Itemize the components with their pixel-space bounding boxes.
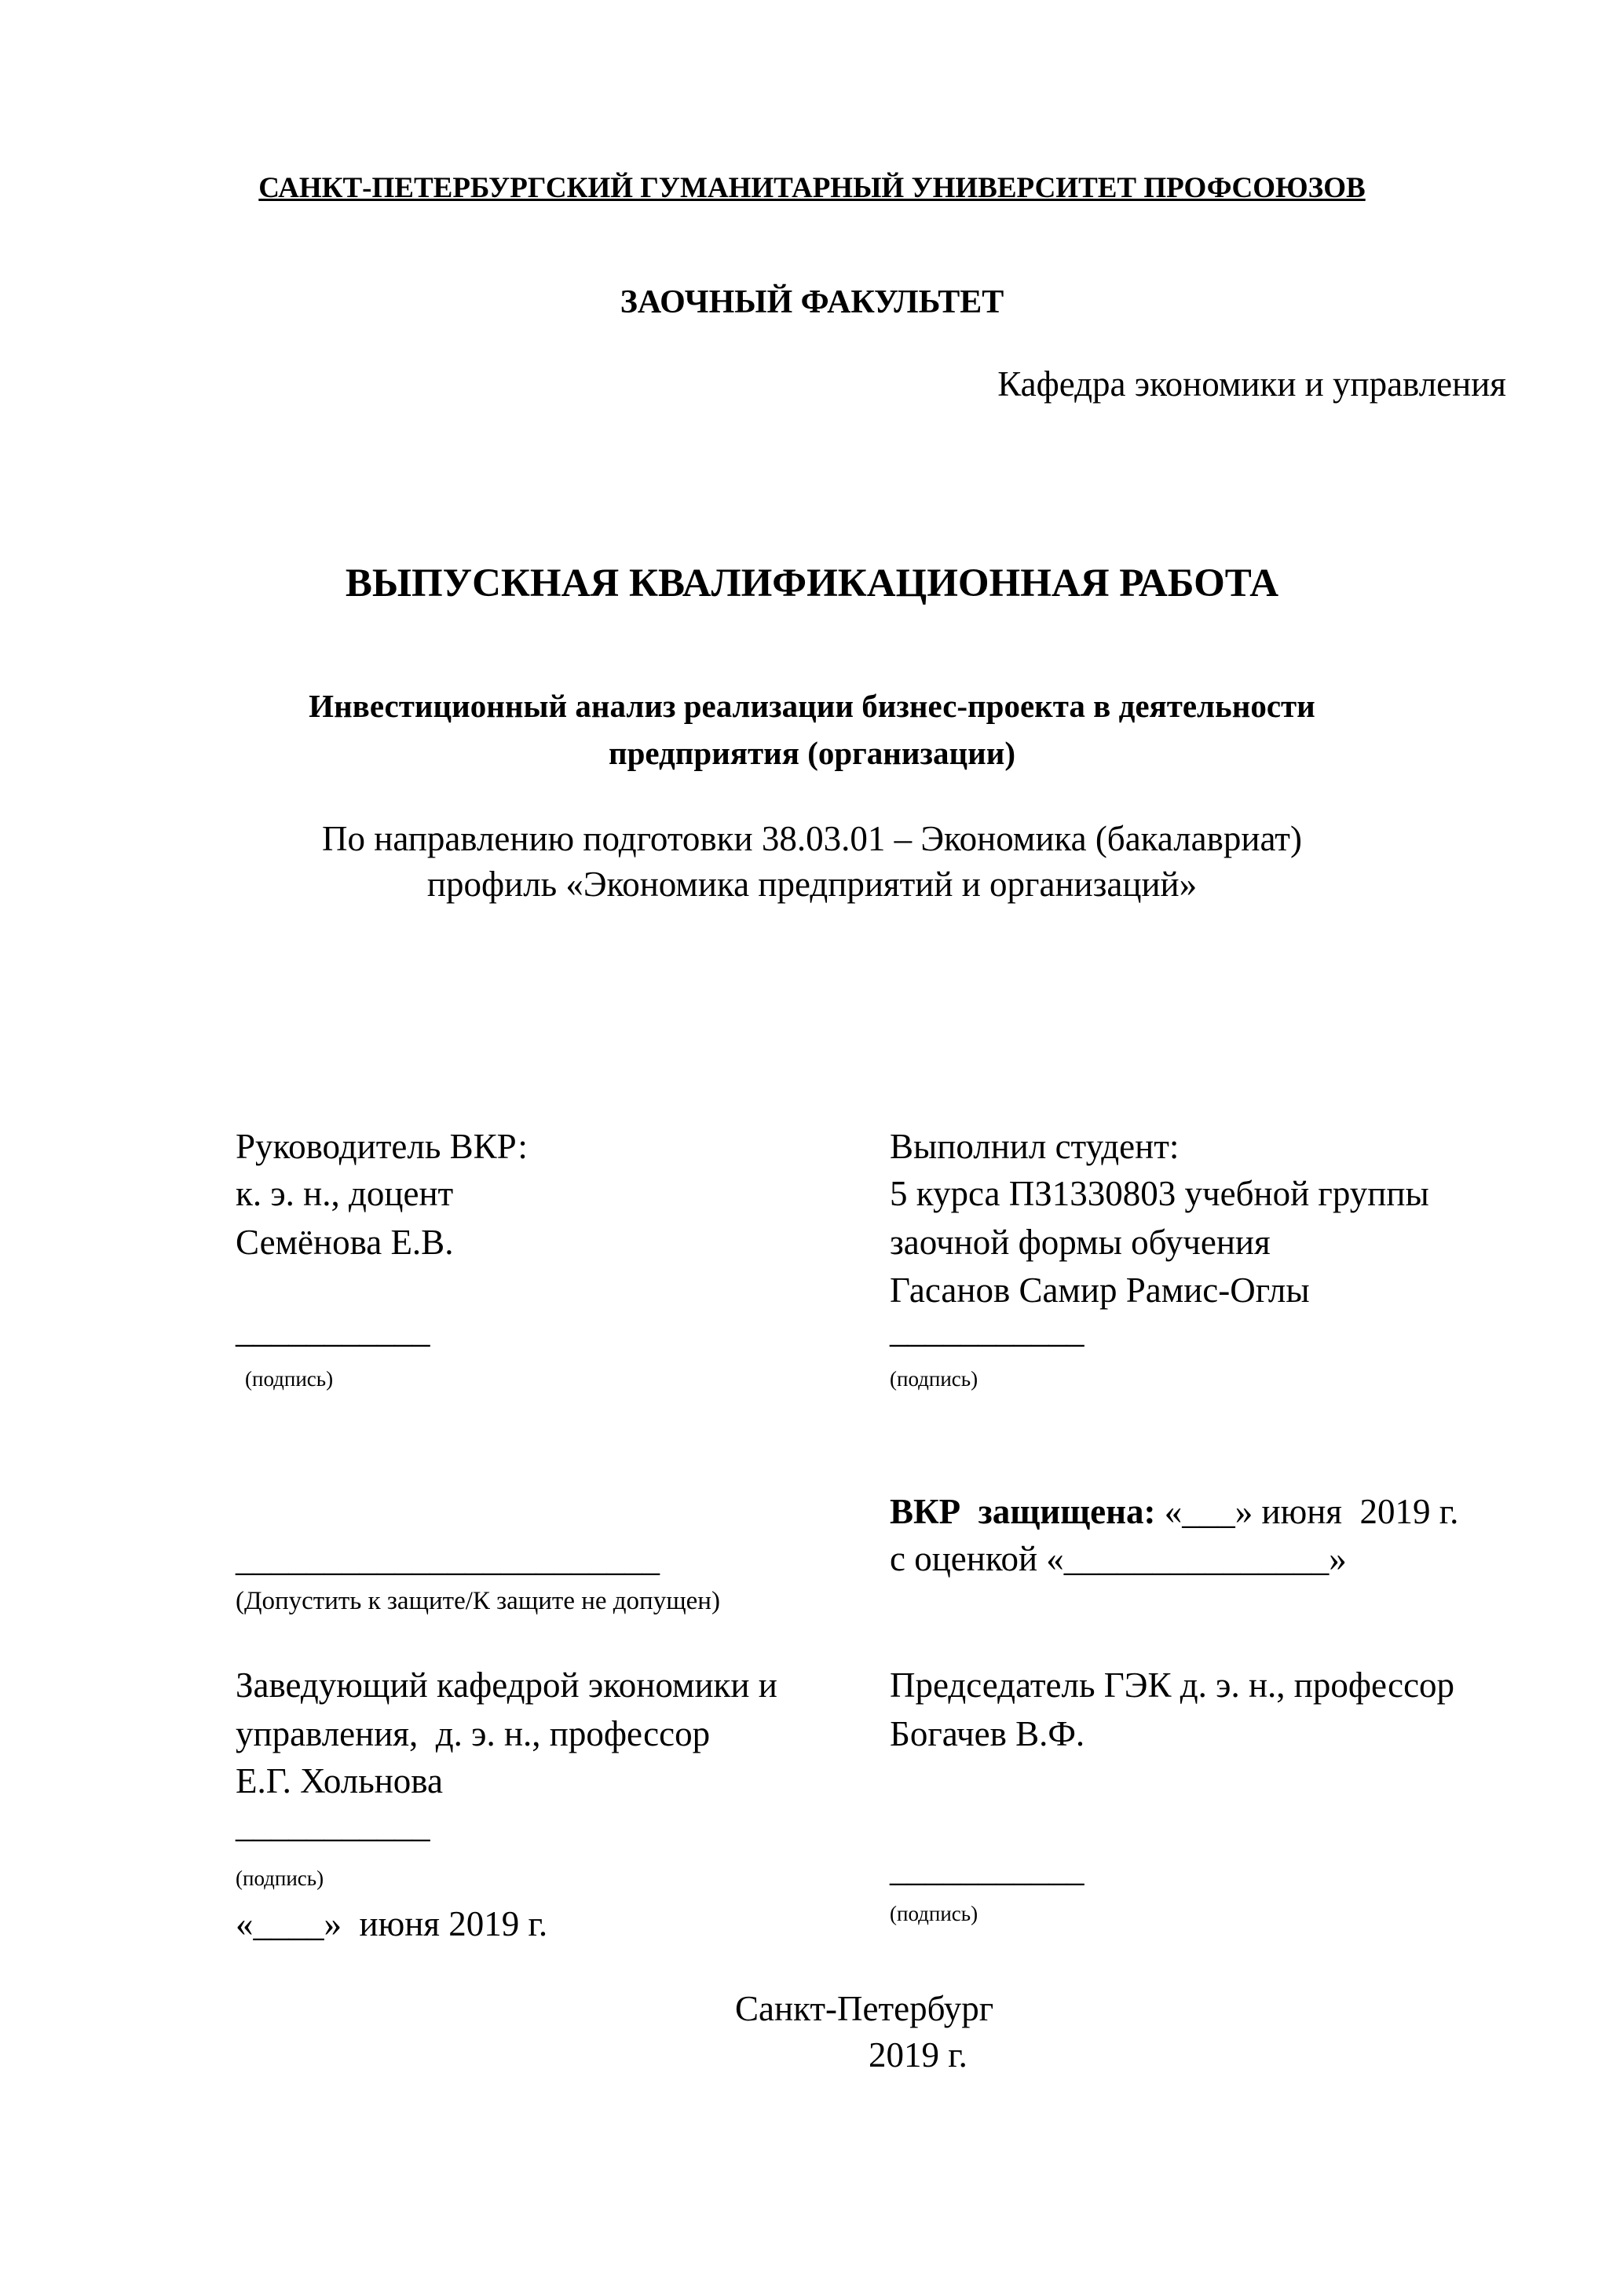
student-group: 5 курса ПЗ1330803 учебной группы [890, 1174, 1429, 1213]
admission-caption: (Допустить к защите/К защите не допущен) [236, 1587, 720, 1615]
head-signature-line: ___________ [236, 1805, 430, 1844]
footer-city: Санкт-Петербург [735, 1989, 994, 2028]
admission-line: ________________________ [236, 1539, 660, 1578]
chairman-line-1: Председатель ГЭК д. э. н., профессор [890, 1665, 1455, 1705]
department-name: Кафедра экономики и управления [997, 364, 1506, 404]
university-name [0, 171, 1624, 206]
student-name: Гасанов Самир Рамис-Оглы [890, 1270, 1310, 1310]
head-date: «____» июня 2019 г. [236, 1904, 548, 1943]
defense-status [890, 1490, 1458, 1533]
faculty-name: ЗАОЧНЫЙ ФАКУЛЬТЕТ [620, 284, 1004, 320]
footer-year: 2019 г. [869, 2035, 967, 2075]
defense-label: ВКР защищена: [890, 1492, 1156, 1531]
direction-line-2: профиль «Экономика предприятий и организаций» [426, 865, 1198, 904]
topic-line-2: предприятия (организации) [608, 735, 1016, 771]
defense-grade: с оценкой «_______________» [890, 1539, 1347, 1578]
supervisor-name: Семёнова Е.В. [236, 1223, 454, 1262]
supervisor-degree: к. э. н., доцент [236, 1174, 454, 1213]
defense-date: «___» июня 2019 г. [1155, 1492, 1459, 1531]
chairman-signature-line: ___________ [890, 1849, 1084, 1888]
chairman-name: Богачев В.Ф. [890, 1714, 1085, 1753]
student-signature-line: ___________ [890, 1311, 1084, 1350]
supervisor-label: Руководитель ВКР: [236, 1127, 528, 1166]
chairman-signature-caption: (подпись) [890, 1902, 978, 1925]
topic-line-1: Инвестиционный анализ реализации бизнес-проекта в деятельности [309, 688, 1315, 724]
student-signature-caption: (подпись) [890, 1367, 978, 1391]
university-name-text: САНКТ-ПЕТЕРБУРГСКИЙ ГУМАНИТАРНЫЙ УНИВЕРСИТЕТ ПРОФСОЮЗОВ [258, 172, 1366, 204]
head-signature-caption: (подпись) [236, 1866, 324, 1890]
student-label: Выполнил студент: [890, 1127, 1180, 1166]
supervisor-signature-line: ___________ [236, 1311, 430, 1350]
direction-line-1: По направлению подготовки 38.03.01 – Экономика (бакалавриат) [322, 819, 1302, 858]
head-line-1: Заведующий кафедрой экономики и [236, 1665, 777, 1705]
document-type: ВЫПУСКНАЯ КВАЛИФИКАЦИОННАЯ РАБОТА [345, 561, 1279, 605]
head-name: Е.Г. Хольнова [236, 1761, 443, 1801]
head-line-2: управления, д. э. н., профессор [236, 1714, 711, 1753]
student-form: заочной формы обучения [890, 1223, 1271, 1262]
supervisor-signature-caption: (подпись) [245, 1367, 334, 1391]
